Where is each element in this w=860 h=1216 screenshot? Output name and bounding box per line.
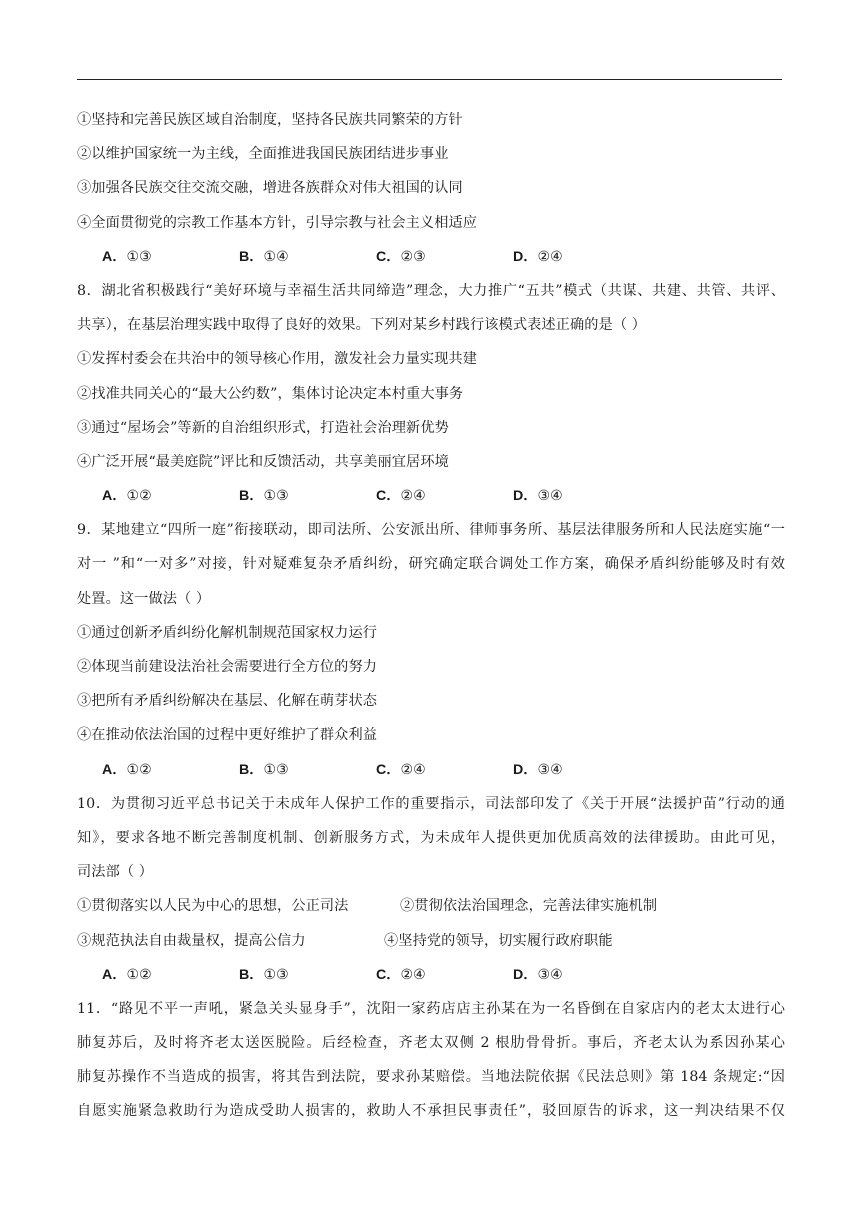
option-b[interactable]: B．①③	[239, 761, 289, 778]
option-a[interactable]: A．①③	[102, 248, 152, 265]
question-9	[77, 513, 785, 787]
question-stem: 8．湖北省积极践行“美好环境与幸福生活共同缔造”理念，大力推广“五共”模式（共谋、共建、共管、共评、	[77, 282, 785, 299]
question-8	[77, 274, 785, 513]
question-stem: 9．某地建立“四所一庭”衔接联动，即司法所、公安派出所、律师事务所、基层法律服务所和人民法庭实施“一	[77, 522, 785, 539]
statement: ④在推动依法治国的过程中更好维护了群众利益	[77, 727, 378, 744]
option-a[interactable]: A．①②	[102, 966, 152, 983]
question-stem: 司法部（ ）	[77, 864, 154, 881]
statement: ③规范执法自由裁量权，提高公信力	[77, 932, 306, 949]
statement: ②体现当前建设法治社会需要进行全方位的努力	[77, 659, 378, 675]
question-stem: 肺复苏操作不当造成的损害，将其告到法院，要求孙某赔偿。当地法院依据《民法总则》第 184 条规定:“因	[77, 1069, 785, 1086]
exam-page-body	[77, 103, 785, 1129]
statement: ②以维护国家统一为主线，全面推进我国民族团结进步事业	[77, 146, 449, 163]
answer-options	[77, 958, 785, 992]
question-7	[77, 103, 785, 274]
option-b[interactable]: B．①④	[239, 248, 289, 265]
statement: ②找准共同关心的“最大公约数”，集体讨论决定本村重大事务	[77, 385, 464, 402]
question-stem: 10．为贯彻习近平总书记关于未成年人保护工作的重要指示，司法部印发了《关于开展“法援护苗”行动的通	[77, 795, 785, 812]
option-d[interactable]: D．③④	[513, 488, 563, 505]
statement: ③加强各民族交往交流交融，增进各族群众对伟大祖国的认同	[77, 180, 463, 197]
option-b[interactable]: B．①③	[239, 488, 289, 505]
question-stem: 处置。这一做法（ ）	[77, 590, 211, 607]
option-c[interactable]: C．②③	[376, 248, 426, 265]
question-11	[77, 992, 785, 1129]
question-stem: 肺复苏后，及时将齐老太送医脱险。后经检查，齐老太双侧 2 根肋骨骨折。事后，齐老太认为系因孙某心	[77, 1035, 785, 1052]
answer-options	[77, 479, 785, 513]
option-a[interactable]: A．①②	[102, 761, 152, 778]
option-c[interactable]: C．②④	[376, 966, 426, 983]
statement-pair	[77, 889, 785, 923]
statement: ④全面贯彻党的宗教工作基本方针，引导宗教与社会主义相适应	[77, 214, 478, 231]
statement: ①贯彻落实以人民为中心的思想，公正司法	[77, 898, 349, 915]
question-10	[77, 787, 785, 992]
statement: ①坚持和完善民族区域自治制度，坚持各民族共同繁荣的方针	[77, 112, 463, 128]
statement: ①通过创新矛盾纠纷化解机制规范国家权力运行	[77, 624, 378, 641]
question-stem: 对一 ”和“一对多”对接，针对疑难复杂矛盾纠纷，研究确定联合调处工作方案，确保矛盾纠纷能够及时有效	[77, 556, 785, 573]
answer-options	[77, 240, 785, 274]
option-b[interactable]: B．①③	[239, 966, 289, 983]
question-stem: 11．“路见不平一声吼，紧急关头显身手”，沈阳一家药店店主孙某在为一名昏倒在自家店内的老太太进行心	[77, 1000, 785, 1017]
option-d[interactable]: D．③④	[513, 761, 563, 778]
statement: ③把所有矛盾纠纷解决在基层、化解在萌芽状态	[77, 693, 378, 710]
statement: ③通过“屋场会”等新的自治组织形式，打造社会治理新优势	[77, 419, 449, 436]
option-c[interactable]: C．②④	[376, 761, 426, 778]
option-d[interactable]: D．③④	[513, 966, 563, 983]
statement: ②贯彻依法治国理念，完善法律实施机制	[400, 898, 658, 915]
statement: ④坚持党的领导，切实履行政府职能	[384, 932, 613, 949]
question-stem: 自愿实施紧急救助行为造成受助人损害的，救助人不承担民事责任”，驳回原告的诉求，这一判决结果不仅	[77, 1103, 785, 1120]
answer-options	[77, 753, 785, 787]
statement: ①发挥村委会在共治中的领导核心作用，激发社会力量实现共建	[77, 351, 478, 368]
option-d[interactable]: D．②④	[513, 248, 563, 265]
question-stem: 知》，要求各地不断完善制度机制、创新服务方式，为未成年人提供更加优质高效的法律援助。由此可见，	[77, 829, 785, 846]
option-a[interactable]: A．①②	[102, 488, 152, 505]
question-stem: 共享），在基层治理实践中取得了良好的效果。下列对某乡村践行该模式表述正确的是（ ）	[77, 317, 647, 334]
statement-pair	[77, 924, 785, 958]
statement: ④广泛开展“最美庭院”评比和反馈活动，共享美丽宜居环境	[77, 453, 449, 470]
option-c[interactable]: C．②④	[376, 488, 426, 505]
header-rule	[77, 79, 782, 80]
